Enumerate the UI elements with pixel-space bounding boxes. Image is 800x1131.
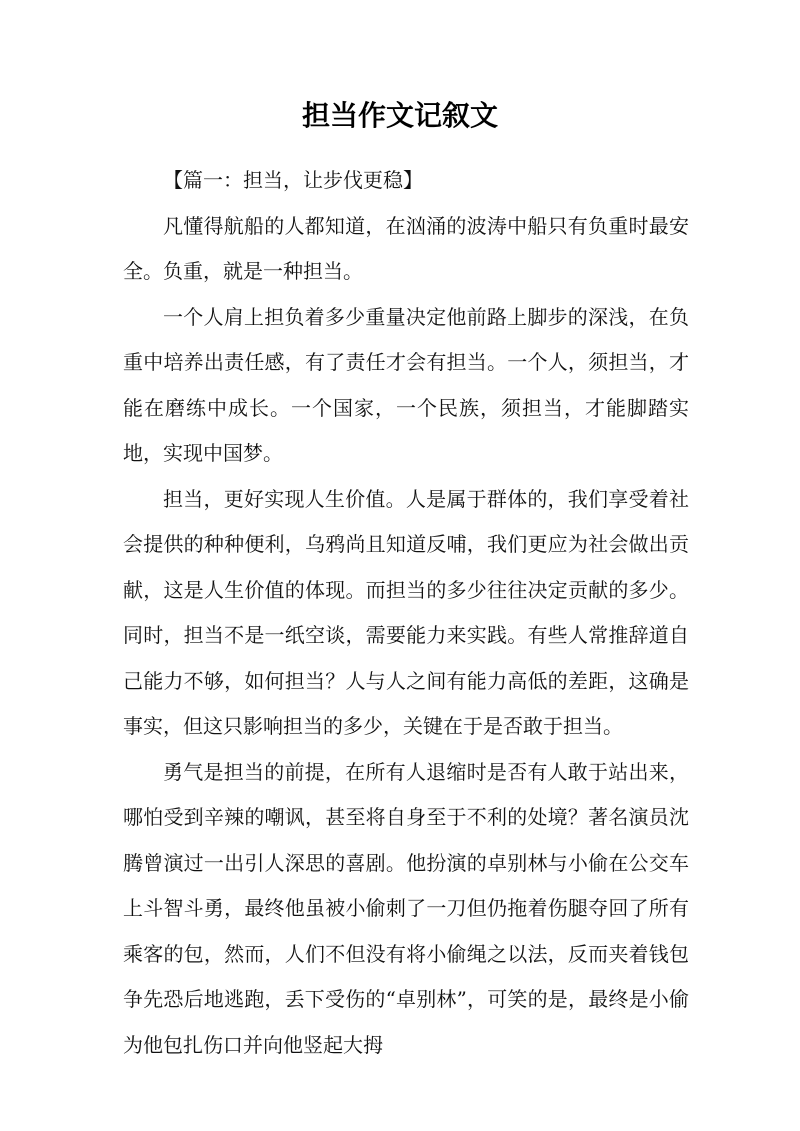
- document-body: [123, 158, 689, 1068]
- document-title: 担当作文记叙文: [301, 99, 498, 132]
- paragraph: 勇气是担当的前提，在所有人退缩时是否有人敢于站出来，哪怕受到辛辣的嘲讽，甚至将自身至于不利的处境？著名演员沈腾曾演过一出引人深思的喜剧。他扮演的卓别林与小偷在公交车上斗智斗勇，最终他虽被小偷刺了一刀但仍拖着伤腿夺回了所有乘客的包，然而，人们不但没有将小偷绳之以法，反而夹着钱包争先恐后地逃跑，丢下受伤的“卓别林”，可笑的是，最终是小偷为他包扎伤口并向他竖起大拇: [123, 759, 689, 1057]
- section-heading: 【篇一：担当，让步伐更稳】: [163, 168, 423, 192]
- paragraph: 凡懂得航船的人都知道，在汹涌的波涛中船只有负重时最安全。负重，就是一种担当。: [123, 213, 689, 283]
- paragraph: 担当，更好实现人生价值。人是属于群体的，我们享受着社会提供的种种便利，乌鸦尚且知道反哺，我们更应为社会做出贡献，这是人生价值的体现。而担当的多少往往决定贡献的多少。同时，担当不是一纸空谈，需要能力来实践。有些人常推辞道自己能力不够，如何担当？人与人之间有能力高低的差距，这确是事实，但这只影响担当的多少，关键在于是否敢于担当。: [123, 486, 689, 738]
- paragraph: 一个人肩上担负着多少重量决定他前路上脚步的深浅，在负重中培养出责任感，有了责任才会有担当。一个人，须担当，才能在磨练中成长。一个国家，一个民族，须担当，才能脚踏实地，实现中国梦。: [123, 304, 689, 465]
